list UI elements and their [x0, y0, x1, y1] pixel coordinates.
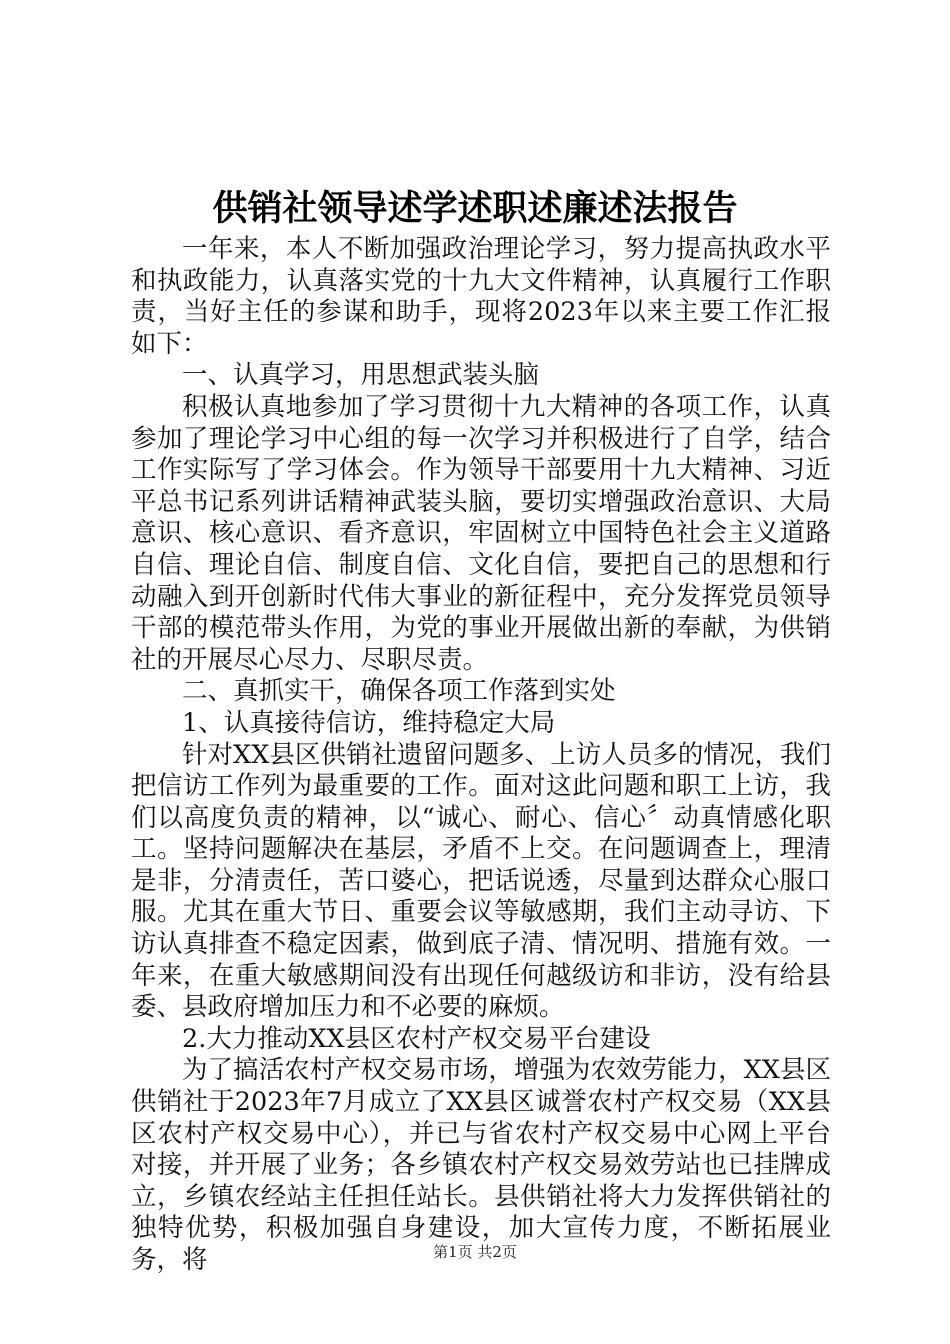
- paragraph-study: 积极认真地参加了学习贯彻十九大精神的各项工作，认真参加了理论学习中心组的每一次学习并积极进行了自学，结合工作实际写了学习体会。作为领导干部要用十九大精神、习近平总书记系列讲话精神武装头脑，要切实增强政治意识、大局意识、核心意识、看齐意识，牢固树立中国特色社会主义道路自信、理论自信、制度自信、文化自信，要把自己的思想和行动融入到开创新时代伟大事业的新征程中，充分发挥党员领导干部的模范带头作用，为党的事业开展做出新的奉献，为供销社的开展尽心尽力、尽职尽责。: [131, 391, 831, 675]
- document-title: 供销社领导述学述职述廉述法报告: [212, 189, 738, 229]
- section-heading-1: 一、认真学习，用思想武装头脑: [182, 360, 540, 391]
- section-heading-2: 二、真抓实干，确保各项工作落到实处: [182, 676, 616, 707]
- subheading-property-exchange: 2.大力推动XX县区农村产权交易平台建设: [182, 1023, 651, 1054]
- page-number-footer: 第1页 共2页: [433, 1243, 517, 1261]
- paragraph-petition: 针对XX县区供销社遗留问题多、上访人员多的情况，我们把信访工作列为最重要的工作。面对这此问题和职工上访，我们以高度负责的精神，以“诚心、耐心、信心〞动真情感化职工。坚持问题解决在基层，矛盾不上交。在问题调查上，理清是非，分清责任，苦口婆心，把话说透，尽量到达群众心服口服。尤其在重大节日、重要会议等敏感期，我们主动寻访、下访认真排查不稳定因素，做到底子清、情况明、措施有效。一年来，在重大敏感期间没有出现任何越级访和非访，没有给县委、县政府增加压力和不必要的麻烦。: [131, 739, 831, 1023]
- paragraph-property-exchange: 为了搞活农村产权交易市场，增强为农效劳能力，XX县区供销社于2023年7月成立了XX县区诚誉农村产权交易（XX县区农村产权交易中心），并已与省农村产权交易中心网上平台对接，并开展了业务；各乡镇农村产权交易效劳站也已挂牌成立，乡镇农经站主任担任站长。县供销社将大力发挥供销社的独特优势，积极加强自身建设，加大宣传力度，不断拓展业务，将: [131, 1055, 831, 1275]
- paragraph-intro: 一年来，本人不断加强政治理论学习，努力提高执政水平和执政能力，认真落实党的十九大文件精神，认真履行工作职责，当好主任的参谋和助手，现将2023年以来主要工作汇报如下：: [131, 234, 831, 359]
- subheading-petition: 1、认真接待信访，维持稳定大局: [182, 707, 556, 738]
- document-body: [131, 234, 831, 1277]
